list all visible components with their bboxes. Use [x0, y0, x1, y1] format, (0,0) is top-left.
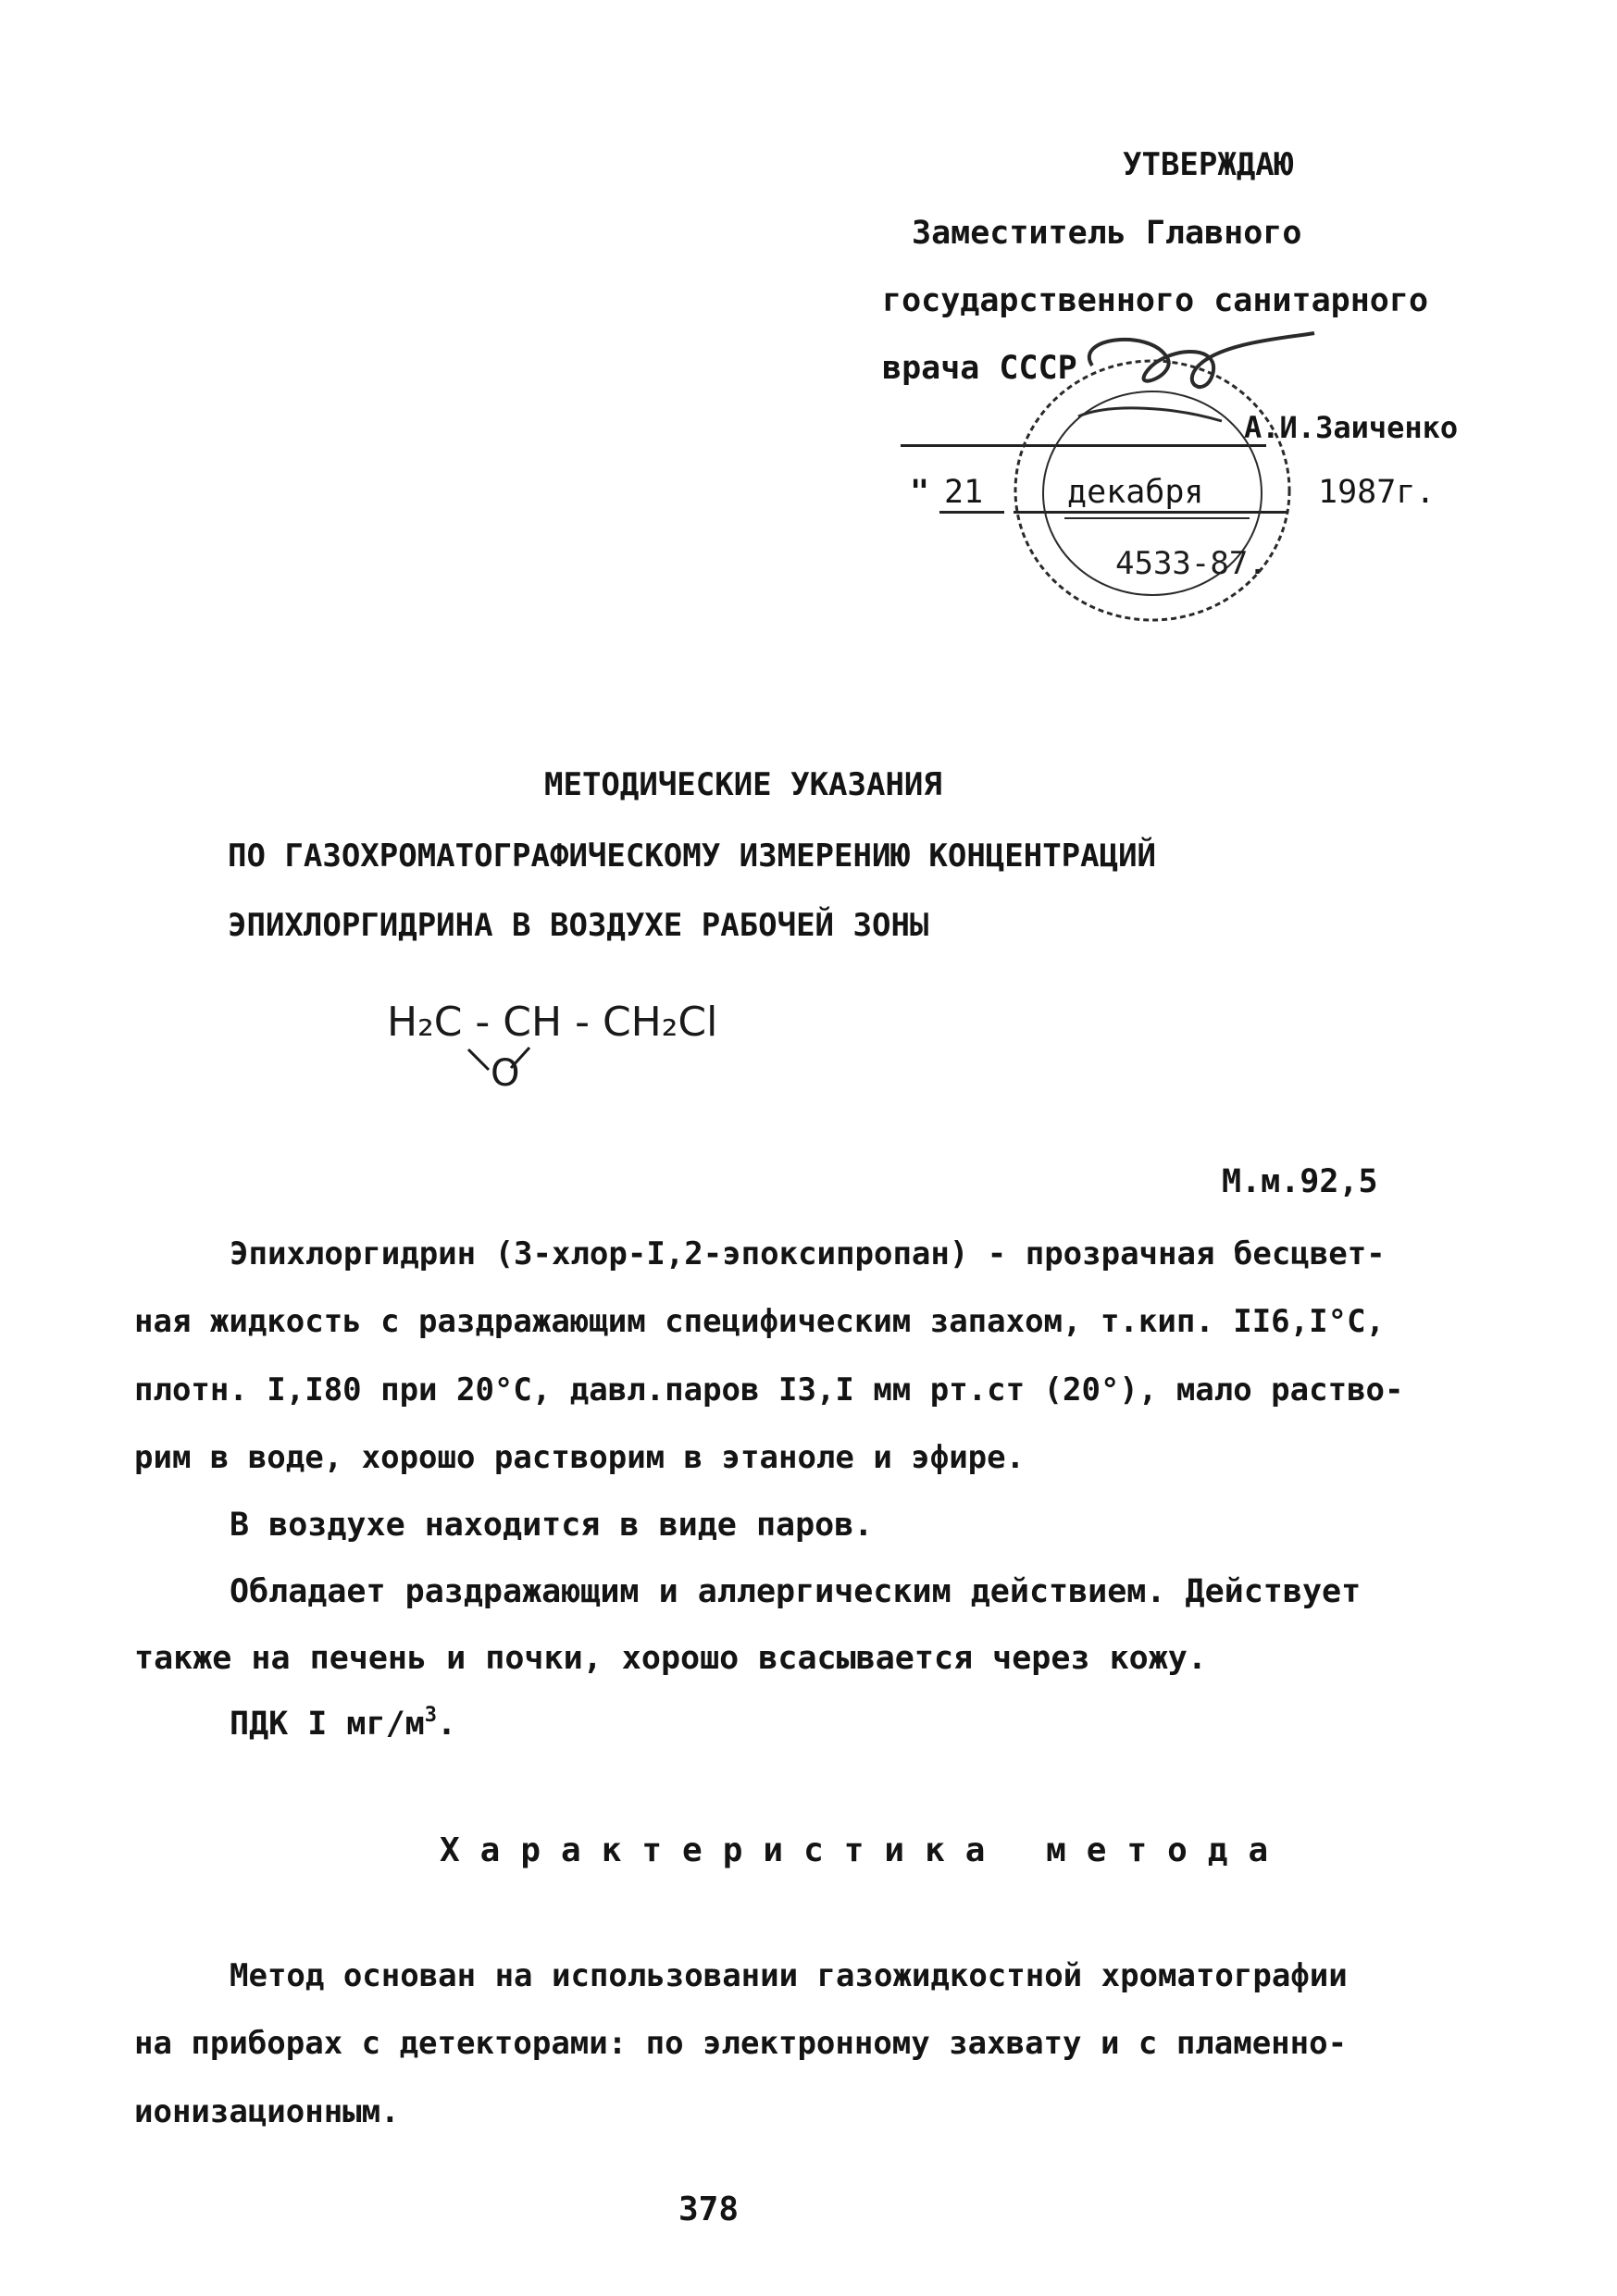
body-paragraph3-line2: также на печень и почки, хорошо всасывается через кожу. [134, 1640, 1207, 1677]
section-line3: ионизационным. [134, 2093, 400, 2130]
official-stamp [990, 329, 1333, 643]
approval-position-line1: Заместитель Главного [912, 215, 1302, 252]
body-paragraph1-line2: ная жидкость с раздражающим специфическим запахом, т.кип. II6,I°С, [134, 1303, 1386, 1340]
date-day: 21 [944, 474, 984, 511]
approval-heading: УТВЕРЖДАЮ [1123, 146, 1294, 183]
document-title-line2: ПО ГАЗОХРОМАТОГРАФИЧЕСКОМУ ИЗМЕРЕНИЮ КОНЦЕНТРАЦИЙ [228, 838, 1157, 875]
body-paragraph1-line4: рим в воде, хорошо растворим в этаноле и эфире. [134, 1439, 1026, 1476]
body-paragraph1-line3: плотн. I,I80 при 20°С, давл.паров I3,I мм рт.ст (20°), мало раство- [134, 1371, 1404, 1409]
body-paragraph3-line1: Обладает раздражающим и аллергическим действием. Действует [230, 1573, 1362, 1610]
formula-line1: H₂C - CH - CH₂Cl [387, 999, 718, 1046]
document-title-line1: МЕТОДИЧЕСКИЕ УКАЗАНИЯ [544, 766, 942, 803]
approval-position-line2: государственного санитарного [882, 282, 1429, 319]
molecular-mass: М.м.92,5 [1222, 1163, 1378, 1200]
body-paragraph1-line1: Эпихлоргидрин (3-хлор-I,2-эпоксипропан) - прозрачная бесцвет- [230, 1235, 1386, 1272]
section-line2: на приборах с детекторами: по электронному захвату и с пламенно- [134, 2025, 1348, 2062]
date-month: декабря [1067, 474, 1204, 511]
page-number: 378 [678, 2191, 740, 2228]
approval-signer: А.И.Заиченко [1244, 410, 1459, 445]
formula-line2: O [491, 1052, 520, 1095]
date-year: 1987г. [1318, 474, 1436, 511]
body-paragraph4-mac: ПДК I $мг/м^3$. [230, 1704, 457, 1743]
document-title-line3: ЭПИХЛОРГИДРИНА В ВОЗДУХЕ РАБОЧЕЙ ЗОНЫ [228, 907, 929, 944]
stamp-number: 4533-87. [1115, 545, 1267, 582]
body-paragraph2: В воздухе находится в виде паров. [230, 1507, 874, 1544]
section-line1: Метод основан на использовании газожидкостной хроматографии [230, 1957, 1348, 1994]
approval-position-line3: врача СССР [882, 350, 1077, 387]
date-quote: " [910, 474, 930, 511]
section-heading: Характеристика метода [440, 1831, 1289, 1869]
